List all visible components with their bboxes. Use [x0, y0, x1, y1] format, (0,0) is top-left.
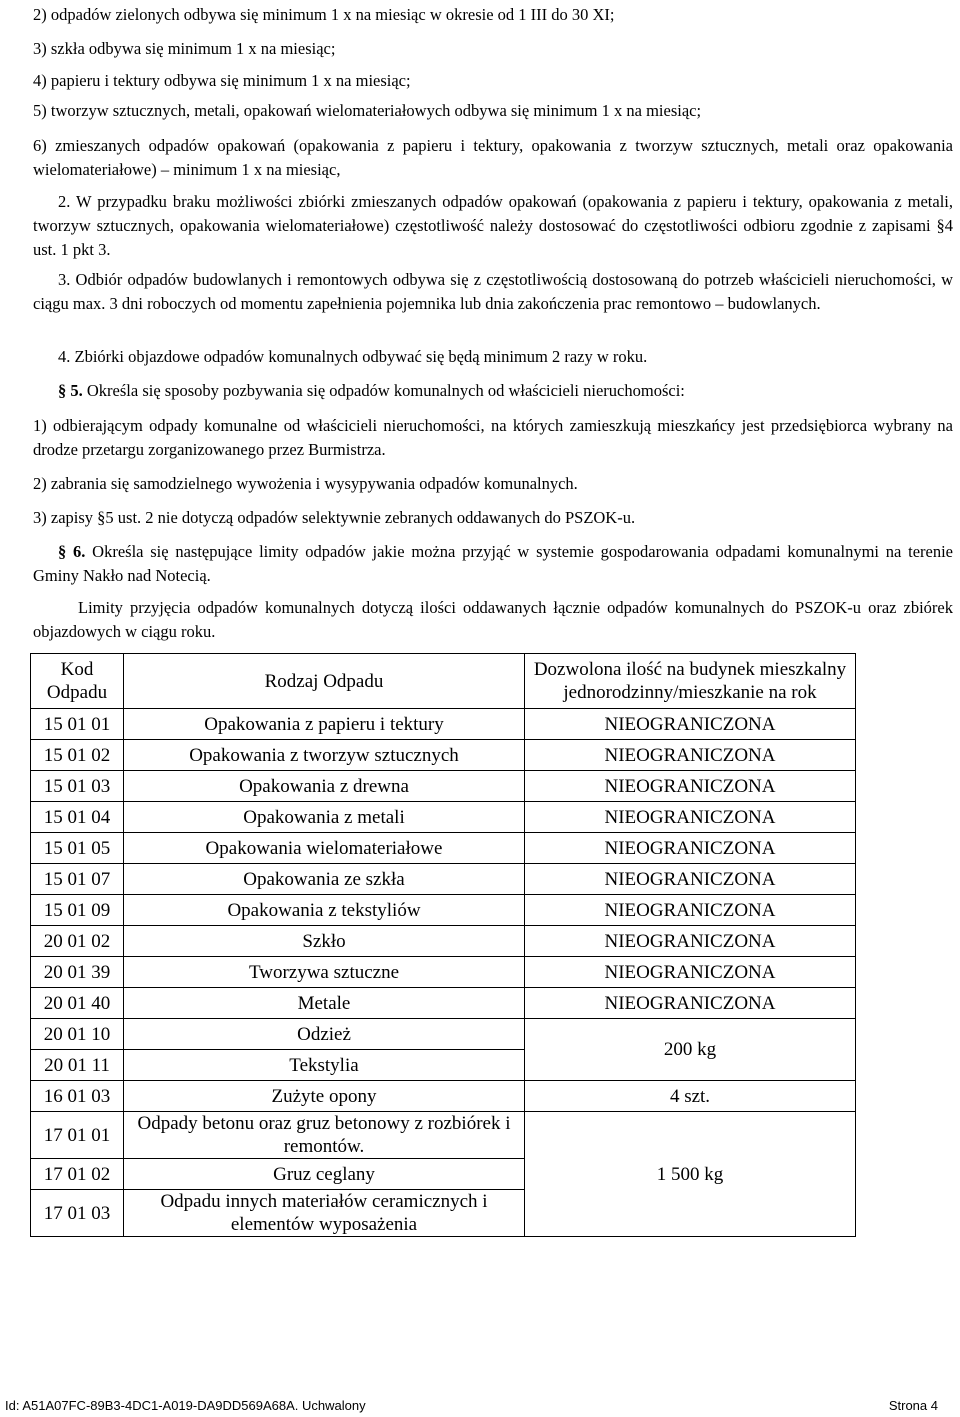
row-code: 15 01 05 [31, 833, 124, 864]
table-row [31, 1112, 856, 1159]
table-header-row [31, 654, 856, 709]
limits-paragraph: Limity przyjęcia odpadów komunalnych dotyczą ilości oddawanych łącznie odpadów komunalnych do PSZOK-u oraz zbiórek objazdowych w ciągu roku. [33, 598, 953, 641]
row-code: 20 01 40 [31, 988, 124, 1019]
row-code: 15 01 07 [31, 864, 124, 895]
paragraph-8: 4. Zbiórki objazdowe odpadów komunalnych odbywać się będą minimum 2 razy w roku. [58, 347, 648, 366]
header-limit: Dozwolona ilość na budynek mieszkalny jednorodzinny/mieszkanie na rok [525, 654, 856, 709]
table-row [31, 709, 856, 740]
row-code: 16 01 03 [31, 1081, 124, 1112]
row-limit: NIEOGRANICZONA [525, 802, 856, 833]
row-limit: NIEOGRANICZONA [525, 709, 856, 740]
row-code: 17 01 01 [31, 1112, 124, 1159]
row-limit: NIEOGRANICZONA [525, 864, 856, 895]
table-row [31, 740, 856, 771]
table-row [31, 1081, 856, 1112]
header-type: Rodzaj Odpadu [124, 654, 525, 709]
row-code: 17 01 03 [31, 1190, 124, 1237]
paragraph-5: 6) zmieszanych odpadów opakowań (opakowania z papieru i tektury, opakowania z tworzyw sztucznych, metali oraz opakowania wielomateriałowe) – minimum 1 x na miesiąc, [33, 136, 953, 179]
row-code: 15 01 09 [31, 895, 124, 926]
row-code: 20 01 02 [31, 926, 124, 957]
section-6-number: § 6. [58, 542, 86, 561]
row-name: Opakowania z tworzyw sztucznych [124, 740, 525, 771]
paragraph-3: 4) papieru i tektury odbywa się minimum 1 x na miesiąc; [33, 71, 411, 90]
paragraph-7: 3. Odbiór odpadów budowlanych i remontowych odbywa się z częstotliwością dostosowaną do potrzeb właścicieli nieruchomości, w ciągu max. 3 dni roboczych od momentu zapełnienia pojemnika lub dnia zakończenia prac remontowo – budowlanych. [33, 270, 953, 313]
footer-document-id: Id: A51A07FC-89B3-4DC1-A019-DA9DD569A68A. Uchwalony [5, 1398, 366, 1413]
row-limit: NIEOGRANICZONA [525, 833, 856, 864]
row-name: Opakowania z metali [124, 802, 525, 833]
footer-page-number: Strona 4 [888, 1398, 938, 1413]
row-name: Odpady betonu oraz gruz betonowy z rozbiórek i remontów. [124, 1112, 525, 1159]
section-5-text: Określa się sposoby pozbywania się odpadów komunalnych od właścicieli nieruchomości: [82, 381, 685, 400]
row-name: Tekstylia [124, 1050, 525, 1081]
section-6-text: Określa się następujące limity odpadów jakie można przyjąć w systemie gospodarowania odpadami komunalnymi na terenie Gminy Nakło nad Notecią. [33, 542, 954, 585]
row-name: Szkło [124, 926, 525, 957]
paragraph-4: 5) tworzyw sztucznych, metali, opakowań wielomateriałowych odbywa się minimum 1 x na miesiąc; [33, 101, 702, 120]
section-5-number: § 5. [58, 381, 83, 400]
row-limit: NIEOGRANICZONA [525, 740, 856, 771]
row-name: Odpadu innych materiałów ceramicznych i elementów wyposażenia [124, 1190, 525, 1237]
section-6 [33, 540, 953, 588]
row-code: 20 01 39 [31, 957, 124, 988]
row-limit: NIEOGRANICZONA [525, 926, 856, 957]
section-5 [33, 379, 953, 403]
paragraph-1: 2) odpadów zielonych odbywa się minimum 1 x na miesiąc w okresie od 1 III do 30 XI; [33, 5, 615, 24]
row-limit: NIEOGRANICZONA [525, 988, 856, 1019]
waste-limits-table [30, 653, 856, 1237]
row-name: Opakowania z tekstyliów [124, 895, 525, 926]
table-row [31, 802, 856, 833]
row-code: 20 01 11 [31, 1050, 124, 1081]
section-5-item-2: 2) zabrania się samodzielnego wywożenia i wysypywania odpadów komunalnych. [33, 474, 578, 493]
table-row [31, 988, 856, 1019]
row-code: 17 01 02 [31, 1159, 124, 1190]
row-name: Opakowania z drewna [124, 771, 525, 802]
row-limit: 4 szt. [525, 1081, 856, 1112]
row-code: 20 01 10 [31, 1019, 124, 1050]
table-row [31, 864, 856, 895]
row-code: 15 01 03 [31, 771, 124, 802]
table-row [31, 895, 856, 926]
row-code: 15 01 02 [31, 740, 124, 771]
row-name: Opakowania wielomateriałowe [124, 833, 525, 864]
row-limit: NIEOGRANICZONA [525, 771, 856, 802]
row-code: 15 01 04 [31, 802, 124, 833]
table-row [31, 957, 856, 988]
table-row [31, 926, 856, 957]
section-5-item-3: 3) zapisy §5 ust. 2 nie dotyczą odpadów selektywnie zebranych oddawanych do PSZOK-u. [33, 508, 636, 527]
row-code: 15 01 01 [31, 709, 124, 740]
row-name: Zużyte opony [124, 1081, 525, 1112]
row-name: Metale [124, 988, 525, 1019]
row-limit: 1 500 kg [525, 1112, 856, 1237]
table-row [31, 1019, 856, 1050]
row-name: Tworzywa sztuczne [124, 957, 525, 988]
row-limit: NIEOGRANICZONA [525, 895, 856, 926]
paragraph-6: 2. W przypadku braku możliwości zbiórki zmieszanych odpadów opakowań (opakowania z papieru i tektury, opakowania z metali, tworzyw sztucznych, opakowania wielomateriałowe) częstotliwość należy dostosować do częstotliwości odbioru zgodnie z zapisami §4 ust. 1 pkt 3. [33, 192, 953, 259]
row-name: Opakowania ze szkła [124, 864, 525, 895]
paragraph-2: 3) szkła odbywa się minimum 1 x na miesiąc; [33, 39, 336, 58]
header-code: Kod Odpadu [31, 654, 124, 709]
waste-limits-table-wrap [30, 653, 856, 1237]
table-row [31, 771, 856, 802]
row-limit: NIEOGRANICZONA [525, 957, 856, 988]
row-name: Odzież [124, 1019, 525, 1050]
section-5-item-1: 1) odbierającym odpady komunalne od właścicieli nieruchomości, na których zamieszkują mieszkańcy jest przedsiębiorca wybrany na drodze przetargu zorganizowanego przez Burmistrza. [33, 416, 953, 459]
row-name: Opakowania z papieru i tektury [124, 709, 525, 740]
row-name: Gruz ceglany [124, 1159, 525, 1190]
table-row [31, 833, 856, 864]
row-limit: 200 kg [525, 1019, 856, 1081]
